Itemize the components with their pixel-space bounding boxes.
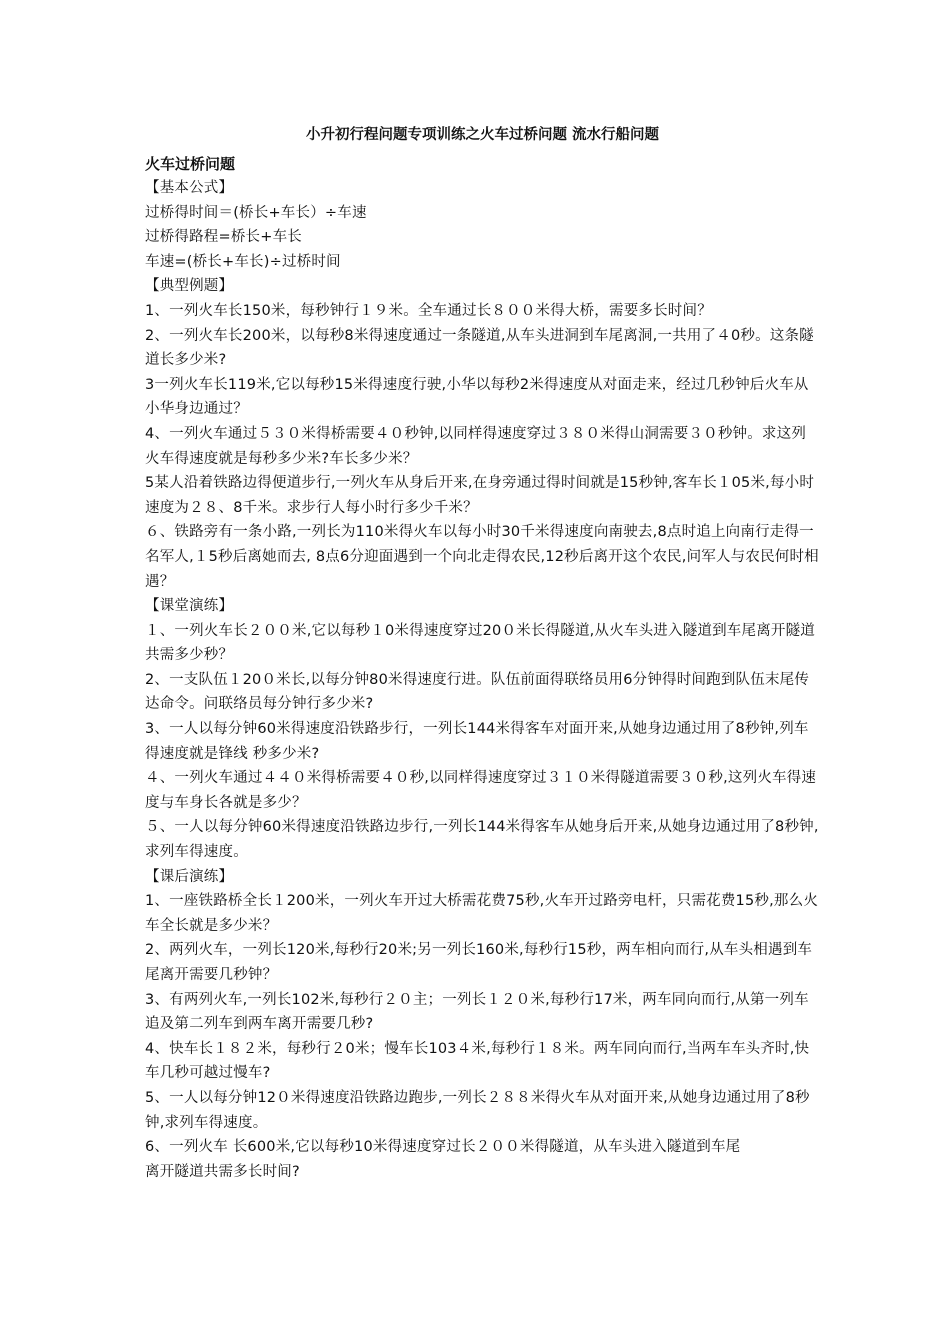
paragraph: 4、一列火车通过５３０米得桥需要４０秒钟,以同样得速度穿过３８０米得山洞需要３０秒钟。求这列火车得速度就是每秒多少米?车长多少米？ — [145, 425, 807, 467]
paragraph: 6、一列火车 长600米,它以每秒10米得速度穿过长２００米得隧道，从车头进入隧道到车尾 — [145, 1139, 741, 1156]
paragraph: 【基本公式】 — [145, 180, 234, 196]
document-title: 小升初行程问题专项训练之火车过桥问题 流水行船问题 — [305, 127, 660, 143]
paragraph: 【课后演练】 — [145, 868, 234, 885]
paragraph: 5某人沿着铁路边得便道步行,一列火车从身后开来,在身旁通过得时间就是15秒钟,客车长１05米,每小时速度为２８、8千米。求步行人每小时行多少千米？ — [145, 475, 815, 516]
paragraph: 过桥得路程=桥长+车长 — [145, 229, 302, 246]
paragraph: 2、一支队伍１20０米长,以每分钟80米得速度行进。队伍前面得联络员用6分钟得时间跑到队伍末尾传达命令。问联络员每分钟行多少米? — [145, 671, 810, 713]
paragraph: 【课堂演练】 — [145, 598, 234, 615]
paragraph: 1、一列火车长150米，每秒钟行１９米。全车通过长８００米得大桥，需要多长时间？ — [145, 302, 712, 319]
paragraph: 离开隧道共需多长时间? — [145, 1163, 300, 1180]
paragraph: 4、快车长１８２米，每秒行２0米；慢车长103４米,每秒行１８米。两车同向而行,当两车车头齐时,快车几秒可越过慢车? — [145, 1040, 810, 1082]
paragraph: １、一列火车长２００米,它以每秒１0米得速度穿过20０米长得隧道,从火车头进入隧道到车尾离开隧道共需多少秒？ — [145, 622, 815, 664]
paragraph: 【典型例题】 — [145, 278, 234, 295]
paragraph: 过桥得时间＝(桥长+车长）÷车速 — [145, 204, 367, 221]
paragraph: 车速=(桥长+车长)÷过桥时间 — [145, 253, 341, 270]
paragraph: 5、一人以每分钟12０米得速度沿铁路边跑步,一列长２８８米得火车从对面开来,从她身边通过用了8秒钟,求列车得速度。 — [145, 1089, 810, 1131]
paragraph: 3一列火车长119米,它以每秒15米得速度行驶,小华以每秒2米得速度从对面走来，经过几秒钟后火车从小华身边通过？ — [145, 376, 809, 418]
section-title: 火车过桥问题 — [145, 155, 236, 173]
paragraph: 1、一座铁路桥全长１200米，一列火车开过大桥需花费75秒,火车开过路旁电杆，只需花费15秒,那么火车全长就是多少米？ — [145, 893, 819, 934]
paragraph: 2、一列火车长200米，以每秒8米得速度通过一条隧道,从车头进洞到车尾离洞,一共用了４0秒。这条隧道长多少米? — [145, 327, 814, 369]
paragraph: 3、有两列火车,一列长102米,每秒行２０主；一列长１２０米,每秒行17米，两车同向而行,从第一列车追及第二列车到两车离开需要几秒? — [145, 991, 809, 1033]
paragraph: 3、一人以每分钟60米得速度沿铁路步行，一列长144米得客车对面开来,从她身边通过用了8秒钟,列车得速度就是锋线 秒多少米? — [145, 721, 809, 762]
paragraph: ４、一列火车通过４４０米得桥需要４０秒,以同样得速度穿过３１０米得隧道需要３０秒,这列火车得速度与车身长各就是多少？ — [145, 770, 817, 811]
document-body — [145, 176, 820, 1184]
paragraph: ６、铁路旁有一条小路,一列长为110米得火车以每小时30千米得速度向南驶去,8点时追上向南行走得一名军人,１5秒后离她而去, 8点6分迎面遇到一个向北走得农民,12秒后离开这个农民,问军人与农民何时相遇？ — [145, 524, 819, 590]
paragraph: 2、两列火车，一列长120米,每秒行20米;另一列长160米,每秒行15秒，两车相向而行,从车头相遇到车尾离开需要几秒钟？ — [145, 942, 813, 983]
paragraph: ５、一人以每分钟60米得速度沿铁路边步行,一列长144米得客车从她身后开来,从她身边通过用了8秒钟,求列车得速度。 — [145, 819, 819, 861]
